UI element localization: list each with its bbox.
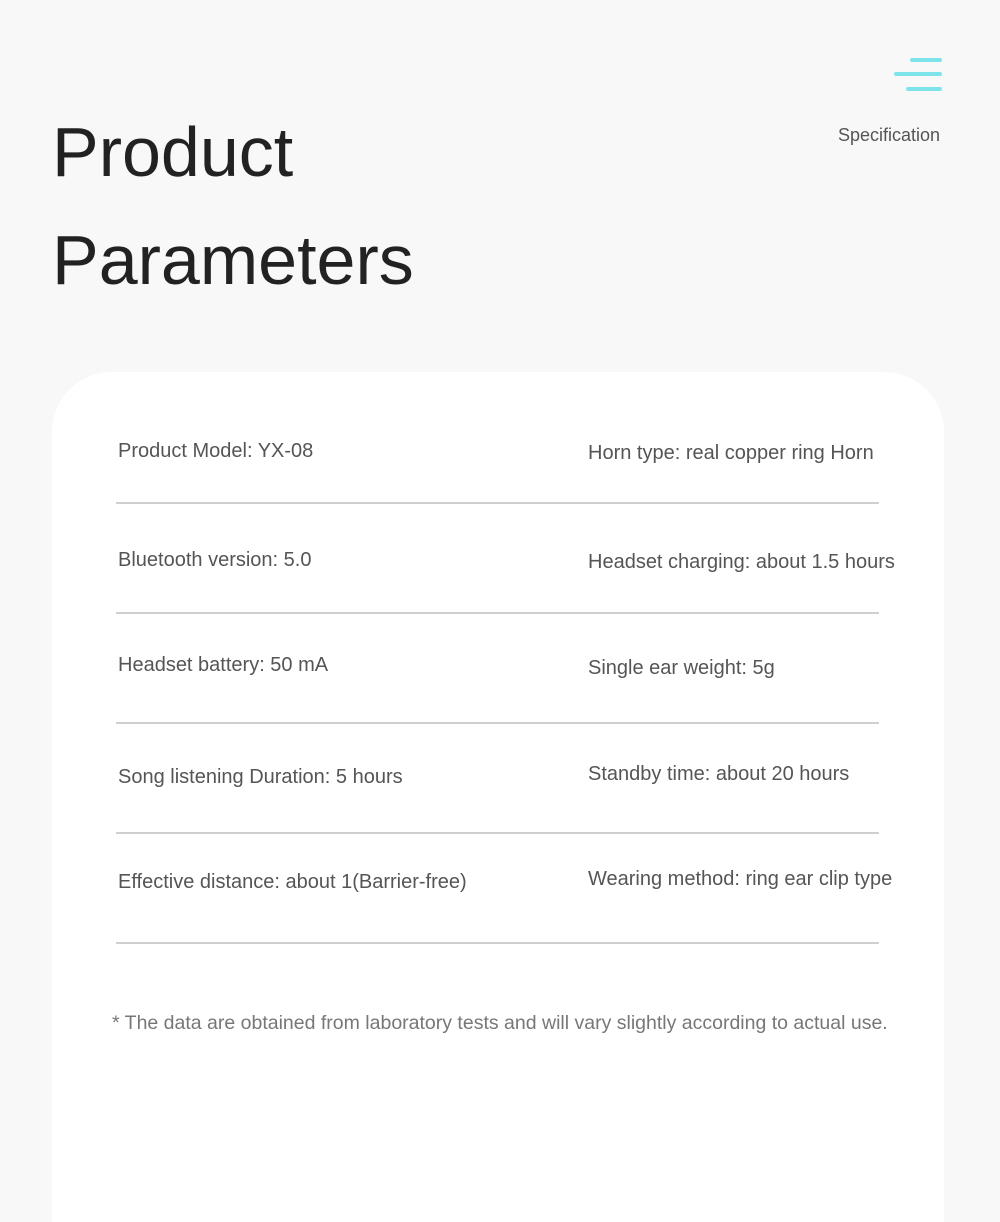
param-standby-time: Standby time: about 20 hours — [588, 763, 850, 785]
param-headset-battery: Headset battery: 50 mA — [118, 654, 329, 676]
footnote: * The data are obtained from laboratory tests and will vary slightly according to actual use. — [112, 1012, 888, 1034]
param-row — [116, 612, 879, 724]
page-title — [52, 98, 414, 314]
menu-lines-icon[interactable] — [892, 56, 944, 96]
param-bluetooth-version: Bluetooth version: 5.0 — [118, 549, 312, 571]
param-row — [116, 502, 895, 614]
title-line-1: Product — [52, 113, 294, 191]
param-headset-charging: Headset charging: about 1.5 hours — [588, 551, 895, 573]
param-row — [116, 392, 879, 504]
param-wearing-method: Wearing method: ring ear clip type — [588, 868, 893, 890]
param-row — [116, 832, 893, 944]
param-effective-distance: Effective distance: about 1(Barrier-free) — [118, 871, 467, 893]
param-horn-type: Horn type: real copper ring Horn — [588, 442, 874, 464]
param-single-ear-weight: Single ear weight: 5g — [588, 657, 775, 679]
title-line-2: Parameters — [52, 221, 414, 299]
param-product-model: Product Model: YX-08 — [118, 440, 314, 462]
parameters-card — [52, 372, 944, 1222]
param-listening-duration: Song listening Duration: 5 hours — [118, 766, 403, 788]
specification-label: Specification — [837, 125, 940, 145]
param-row — [116, 722, 879, 834]
